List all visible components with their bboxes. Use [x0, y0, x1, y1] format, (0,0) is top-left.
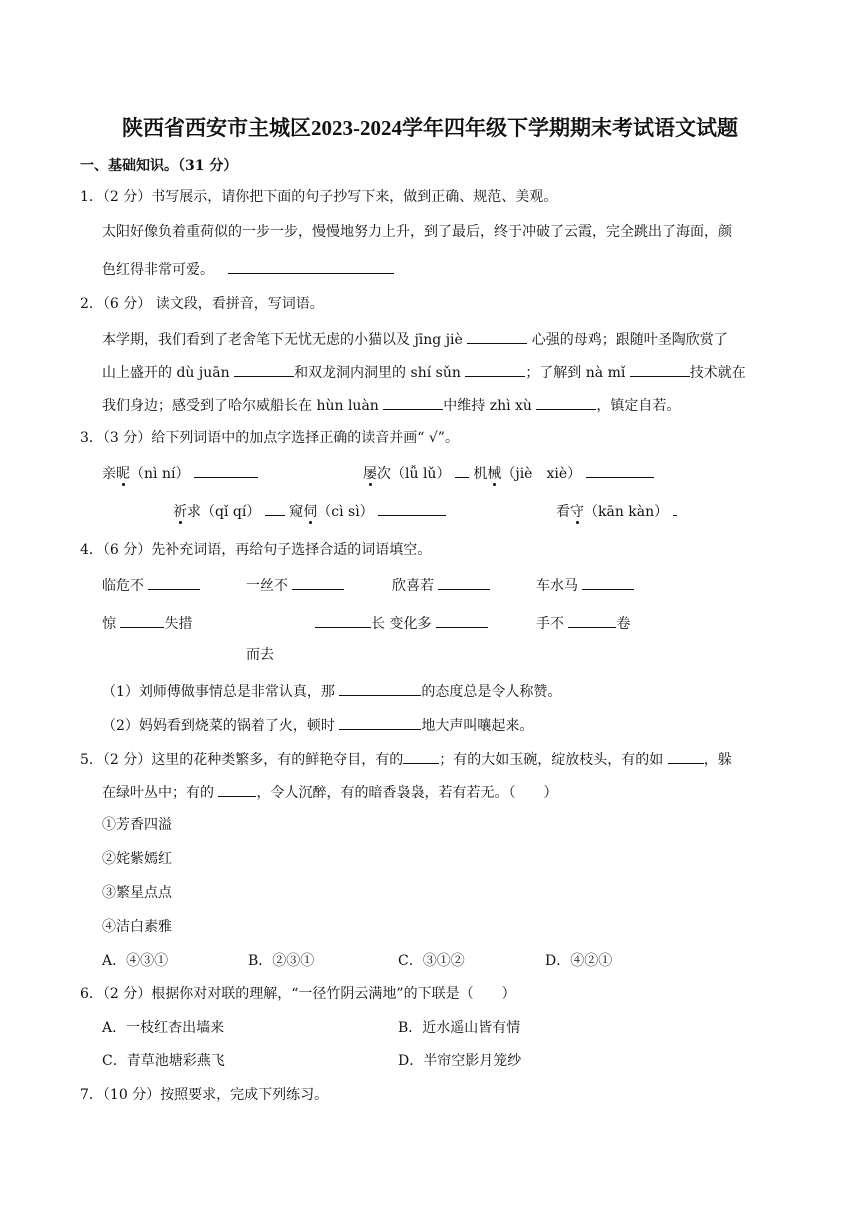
- answer-blank[interactable]: [536, 394, 596, 410]
- question-5-line-2: 在绿叶丛中；有的 ，令人沉醉，有的暗香袅袅，若有若无。（ ）: [102, 781, 557, 803]
- answer-blank[interactable]: [228, 258, 394, 274]
- page-title: 陕西省西安市主城区2023-2024学年四年级下学期期末考试语文试题: [122, 116, 738, 140]
- answer-blank[interactable]: [673, 500, 677, 516]
- q3-item-1: 亲昵（nì ní）: [102, 462, 258, 484]
- answer-blank[interactable]: [315, 612, 371, 628]
- question-2-line-3: 我们身边；感受到了哈尔威船长在 hùn luàn 中维持 zhì xù ，镇定自若。: [102, 394, 680, 416]
- question-2-head: 2．（6 分） 读文段，看拼音，写词语。: [80, 296, 324, 312]
- q4-word-5: 惊 失措: [102, 612, 192, 634]
- q4-word-8: 手不 卷: [536, 612, 630, 634]
- q4-word-4: 车水马: [536, 574, 634, 596]
- answer-blank[interactable]: [568, 612, 616, 628]
- answer-blank[interactable]: [582, 574, 634, 590]
- q4-word-3: 欣喜若: [392, 574, 490, 596]
- q5-option-1: ①芳香四溢: [102, 817, 172, 833]
- answer-blank[interactable]: [148, 574, 200, 590]
- answer-blank[interactable]: [218, 781, 256, 797]
- q5-choice-a[interactable]: A．④③①: [102, 953, 169, 969]
- answer-blank[interactable]: [383, 394, 443, 410]
- answer-blank[interactable]: [465, 361, 525, 377]
- answer-blank[interactable]: [339, 680, 421, 696]
- answer-blank[interactable]: [586, 462, 654, 478]
- q6-choice-a[interactable]: A．一枝红杏出墙来: [102, 1020, 225, 1036]
- answer-blank[interactable]: [438, 574, 490, 590]
- q3-item-4-5: 祈求（qǐ qí） 窥伺（cì sì）: [173, 500, 446, 522]
- question-5-line-1: 5．（2 分）这里的花种类繁多，有的鲜艳夺目，有的 ；有的大如玉碗，绽放枝头，有的如 ，躲: [80, 748, 732, 770]
- q4-word-1: 临危不: [102, 574, 200, 596]
- question-1-text-end: 色红得非常可爱。: [102, 258, 394, 280]
- q5-choice-c[interactable]: C．③①②: [398, 953, 465, 969]
- answer-blank[interactable]: [630, 361, 690, 377]
- answer-blank[interactable]: [455, 462, 469, 478]
- q5-option-3: ③繁星点点: [102, 885, 172, 901]
- q6-choice-b[interactable]: B．近水遥山皆有情: [398, 1020, 521, 1036]
- section-heading: 一、基础知识。（31 分）: [80, 158, 238, 174]
- q5-choice-b[interactable]: B．②③①: [248, 953, 315, 969]
- answer-blank[interactable]: [403, 748, 439, 764]
- q4-word-6-7: 长 变化多: [315, 612, 488, 634]
- question-3-head: 3．（3 分）给下列词语中的加点字选择正确的读音并画“ √”。: [80, 430, 459, 446]
- answer-blank[interactable]: [668, 748, 704, 764]
- answer-blank[interactable]: [436, 612, 488, 628]
- q4-sentence-2: （2）妈妈看到烧菜的锅着了火，顿时 地大声叫嚷起来。: [102, 714, 533, 736]
- q6-choice-d[interactable]: D．半帘空影月笼纱: [398, 1053, 522, 1069]
- question-1-head: 1．（2 分）书写展示，请你把下面的句子抄写下来，做到正确、规范、美观。: [80, 189, 558, 205]
- q4-sentence-1: （1）刘师傅做事情总是非常认真，那 的态度总是令人称赞。: [102, 680, 561, 702]
- question-1-text: 太阳好像负着重荷似的一步一步，慢慢地努力上升，到了最后，终于冲破了云霞，完全跳出了海面，颜: [102, 224, 732, 240]
- answer-blank[interactable]: [339, 714, 421, 730]
- q5-option-2: ②姹紫嫣红: [102, 851, 172, 867]
- q5-option-4: ④洁白素雅: [102, 919, 172, 935]
- question-4-head: 4．（6 分）先补充词语，再给句子选择合适的词语填空。: [80, 542, 432, 558]
- question-6-head: 6．（2 分）根据你对对联的理解，“一径竹阴云满地”的下联是（ ）: [80, 986, 516, 1002]
- question-2-line-1: 本学期，我们看到了老舍笔下无忧无虑的小猫以及 jīng jiè 心强的母鸡；跟随叶圣陶欣赏了: [102, 328, 728, 350]
- q3-item-2-3: 屡次（lǚ lǔ） 机械（jiè xiè）: [363, 462, 654, 484]
- q6-choice-c[interactable]: C．青草池塘彩燕飞: [102, 1053, 225, 1069]
- q4-word-2: 一丝不: [246, 574, 344, 596]
- q3-item-6: 看守（kān kàn）: [556, 500, 677, 522]
- answer-blank[interactable]: [120, 612, 164, 628]
- answer-blank[interactable]: [292, 574, 344, 590]
- answer-blank[interactable]: [194, 462, 258, 478]
- question-2-line-2: 山上盛开的 dù juān 和双龙洞内洞里的 shí sǔn ；了解到 nà mǐ 技术就在: [102, 361, 746, 383]
- answer-blank[interactable]: [467, 328, 527, 344]
- answer-blank[interactable]: [234, 361, 294, 377]
- question-7-head: 7．（10 分）按照要求，完成下列练习。: [80, 1087, 329, 1103]
- q5-choice-d[interactable]: D．④②①: [545, 953, 613, 969]
- q4-word-wrap: 而去: [246, 647, 274, 663]
- answer-blank[interactable]: [378, 500, 446, 516]
- answer-blank[interactable]: [265, 500, 285, 516]
